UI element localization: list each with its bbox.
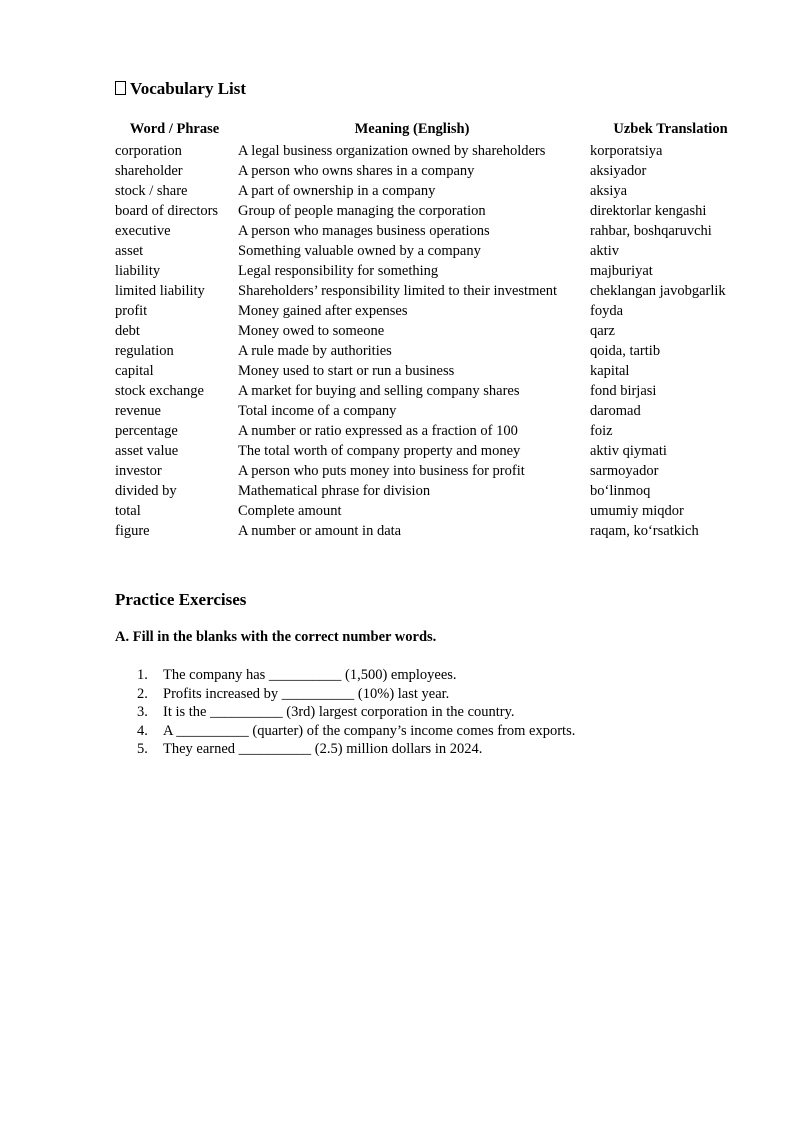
meaning-cell: Mathematical phrase for division	[238, 482, 431, 499]
uzbek-cell: aksiya	[590, 182, 628, 199]
list-item	[115, 666, 575, 685]
header-uzbek-translation: Uzbek Translation	[613, 121, 728, 137]
meaning-cell: Group of people managing the corporation	[238, 202, 486, 219]
term-cell: percentage	[115, 422, 178, 439]
uzbek-cell: majburiyat	[590, 262, 653, 279]
list-item-text: A __________ (quarter) of the company’s income comes from exports.	[163, 722, 576, 739]
meaning-cell: A number or ratio expressed as a fraction of 100	[238, 422, 518, 439]
meaning-cell: The total worth of company property and money	[238, 442, 521, 459]
list-item-number: 2.	[137, 685, 148, 702]
uzbek-cell: qoida, tartib	[590, 342, 661, 359]
meaning-cell: Something valuable owned by a company	[238, 242, 481, 259]
uzbek-cell: sarmoyador	[590, 462, 659, 479]
term-cell: investor	[115, 462, 162, 479]
term-cell: capital	[115, 362, 154, 379]
table-row	[113, 421, 753, 441]
uzbek-cell: cheklangan javobgarlik	[590, 282, 726, 299]
meaning-cell: A legal business organization owned by shareholders	[238, 142, 546, 159]
term-cell: corporation	[115, 142, 182, 159]
missing-glyph-icon	[115, 81, 126, 95]
term-cell: stock / share	[115, 182, 188, 199]
term-cell: total	[115, 502, 141, 519]
term-cell: asset value	[115, 442, 179, 459]
meaning-cell: Complete amount	[238, 502, 342, 519]
list-item-text: The company has __________ (1,500) employees.	[163, 667, 457, 683]
vocabulary-table	[113, 119, 753, 541]
uzbek-cell: fond birjasi	[590, 382, 657, 399]
meaning-cell: A market for buying and selling company shares	[238, 382, 520, 399]
meaning-cell: A rule made by authorities	[238, 342, 392, 359]
table-row	[113, 201, 753, 221]
table-header-row	[113, 119, 753, 141]
uzbek-cell: qarz	[590, 322, 615, 339]
list-item-text: They earned __________ (2.5) million dollars in 2024.	[163, 741, 483, 757]
exercise-a-heading: A. Fill in the blanks with the correct number words.	[115, 629, 437, 645]
table-row	[113, 481, 753, 501]
uzbek-cell: korporatsiya	[590, 142, 663, 159]
meaning-cell: A person who manages business operations	[238, 222, 490, 239]
list-item-number: 5.	[137, 741, 148, 757]
uzbek-cell: aktiv	[590, 242, 619, 259]
meaning-cell: Money gained after expenses	[238, 302, 408, 319]
uzbek-cell: daromad	[590, 402, 641, 419]
meaning-cell: Legal responsibility for something	[238, 262, 439, 279]
meaning-cell: A person who owns shares in a company	[238, 162, 475, 179]
table-row	[113, 161, 753, 181]
list-item	[115, 722, 575, 741]
vocabulary-title-text: Vocabulary List	[130, 79, 247, 98]
uzbek-cell: aktiv qiymati	[590, 442, 667, 459]
table-row	[113, 221, 753, 241]
table-row	[113, 241, 753, 261]
list-item	[115, 685, 575, 704]
uzbek-cell: bo‘linmoq	[590, 482, 651, 499]
table-row	[113, 441, 753, 461]
header-word-phrase: Word / Phrase	[129, 121, 220, 137]
term-cell: divided by	[115, 482, 177, 499]
term-cell: executive	[115, 222, 171, 239]
list-item-number: 1.	[137, 667, 148, 683]
list-item-text: Profits increased by __________ (10%) last year.	[163, 685, 450, 702]
header-meaning-english: Meaning (English)	[354, 121, 470, 137]
practice-exercises-title: Practice Exercises	[115, 590, 247, 609]
uzbek-cell: foyda	[590, 302, 624, 319]
vocabulary-title	[115, 78, 246, 100]
table-row	[113, 141, 753, 161]
table-row	[113, 381, 753, 401]
table-row	[113, 521, 753, 541]
table-row	[113, 361, 753, 381]
table-row	[113, 321, 753, 341]
uzbek-cell: foiz	[590, 422, 613, 439]
term-cell: profit	[115, 302, 148, 319]
meaning-cell: Money used to start or run a business	[238, 362, 455, 379]
meaning-cell: A person who puts money into business for profit	[238, 462, 525, 479]
list-item-text: It is the __________ (3rd) largest corporation in the country.	[163, 704, 515, 720]
term-cell: regulation	[115, 342, 174, 359]
uzbek-cell: raqam, ko‘rsatkich	[590, 522, 699, 539]
term-cell: asset	[115, 242, 144, 259]
exercise-a-list	[115, 666, 575, 759]
term-cell: limited liability	[115, 282, 205, 299]
term-cell: liability	[115, 262, 161, 279]
uzbek-cell: umumiy miqdor	[590, 502, 684, 519]
table-row	[113, 501, 753, 521]
table-row	[113, 401, 753, 421]
term-cell: revenue	[115, 402, 161, 419]
term-cell: debt	[115, 322, 140, 339]
table-row	[113, 281, 753, 301]
table-row	[113, 261, 753, 281]
meaning-cell: Money owed to someone	[238, 322, 385, 339]
uzbek-cell: aksiyador	[590, 162, 647, 179]
term-cell: figure	[115, 522, 150, 539]
meaning-cell: Shareholders’ responsibility limited to their investment	[238, 282, 558, 299]
table-row	[113, 341, 753, 361]
vocabulary-table-body	[113, 141, 753, 541]
list-item	[115, 740, 575, 759]
meaning-cell: A number or amount in data	[238, 522, 402, 539]
list-item-number: 3.	[137, 704, 148, 720]
meaning-cell: Total income of a company	[238, 402, 397, 419]
uzbek-cell: kapital	[590, 362, 630, 379]
uzbek-cell: rahbar, boshqaruvchi	[590, 222, 712, 239]
uzbek-cell: direktorlar kengashi	[590, 202, 707, 219]
term-cell: stock exchange	[115, 382, 204, 399]
table-row	[113, 461, 753, 481]
term-cell: board of directors	[115, 202, 219, 219]
list-item	[115, 703, 575, 722]
list-item-number: 4.	[137, 722, 148, 739]
table-row	[113, 301, 753, 321]
term-cell: shareholder	[115, 162, 183, 179]
table-row	[113, 181, 753, 201]
meaning-cell: A part of ownership in a company	[238, 182, 436, 199]
